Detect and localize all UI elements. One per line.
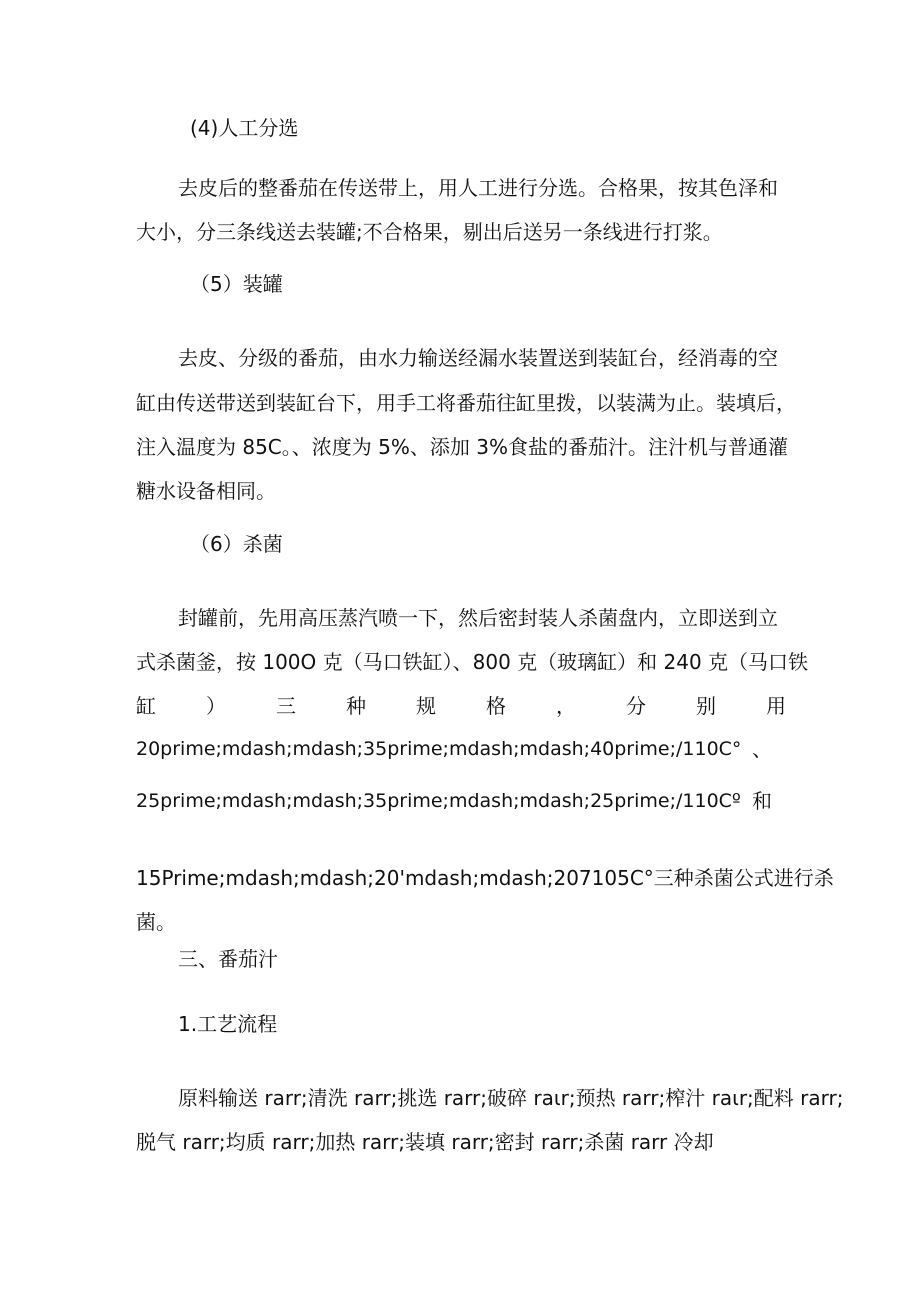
formula-separator: 和 <box>752 789 772 813</box>
paragraph-line: 去皮、分级的番茄，由水力输送经漏水装置送到装缸台，经消毒的空 <box>178 346 778 370</box>
justified-char: 缸 <box>136 694 156 718</box>
heading-canning: （5）装罐 <box>190 272 283 296</box>
paragraph-line: 糖水设备相同。 <box>136 479 276 503</box>
paragraph-line: 脱气 rarr;均质 rarr;加热 rarr;装填 rarr;密封 rarr;杀菌 rarr 冷却 <box>136 1130 714 1154</box>
paragraph-line: 原料输送 rarr;清洗 rarr;挑选 rarr;破碎 raιr;预热 rarr;榨汁 raιr;配料 rarr; <box>178 1086 844 1110</box>
justified-char: 格 <box>486 694 506 718</box>
paragraph-line: 15Prime;mdash;mdash;20'mdash;mdash;207105C°三种杀菌公式进行杀 <box>136 866 834 890</box>
justified-char: 别 <box>696 694 716 718</box>
formula-line: 25prime;mdash;mdash;35prime;mdash;mdash;25prime;/110Cº <box>136 790 741 812</box>
paragraph-line: 式杀菌釜，按 100O 克（马口铁缸）、800 克（玻璃缸）和 240 克（马口铁 <box>136 650 809 674</box>
formula-separator: 、 <box>752 737 772 761</box>
justified-char: ） <box>206 694 226 718</box>
justified-char: 规 <box>416 694 436 718</box>
paragraph-line: 注入温度为 85C。、浓度为 5%、添加 3%食盐的番茄汁。注汁机与普通灌 <box>136 435 788 459</box>
justified-char: 分 <box>626 694 646 718</box>
paragraph-line: 大小，分三条线送去装罐;不合格果，剔出后送另一条线进行打浆。 <box>136 220 723 244</box>
paragraph-line: 去皮后的整番茄在传送带上，用人工进行分选。合格果，按其色泽和 <box>178 176 778 200</box>
justified-char: 种 <box>346 694 366 718</box>
justified-char: 三 <box>276 694 296 718</box>
justified-line <box>136 694 786 718</box>
paragraph-line: 封罐前，先用高压蒸汽喷一下，然后密封装人杀菌盘内，立即送到立 <box>178 606 778 630</box>
paragraph-line: 缸由传送带送到装缸台下，用手工将番茄往缸里拨，以装满为止。装填后， <box>136 391 796 415</box>
heading-manual-sorting: (4)人工分选 <box>190 116 299 140</box>
heading-sterilization: （6）杀菌 <box>190 532 283 556</box>
justified-char: ， <box>556 694 576 718</box>
heading-process-flow: 1.工艺流程 <box>178 1012 278 1036</box>
section-heading-tomato-juice: 三、番茄汁 <box>178 947 278 971</box>
formula-line: 20prime;mdash;mdash;35prime;mdash;mdash;40prime;/110C° <box>136 738 742 760</box>
paragraph-line: 菌。 <box>136 910 176 934</box>
justified-char: 用 <box>766 694 786 718</box>
